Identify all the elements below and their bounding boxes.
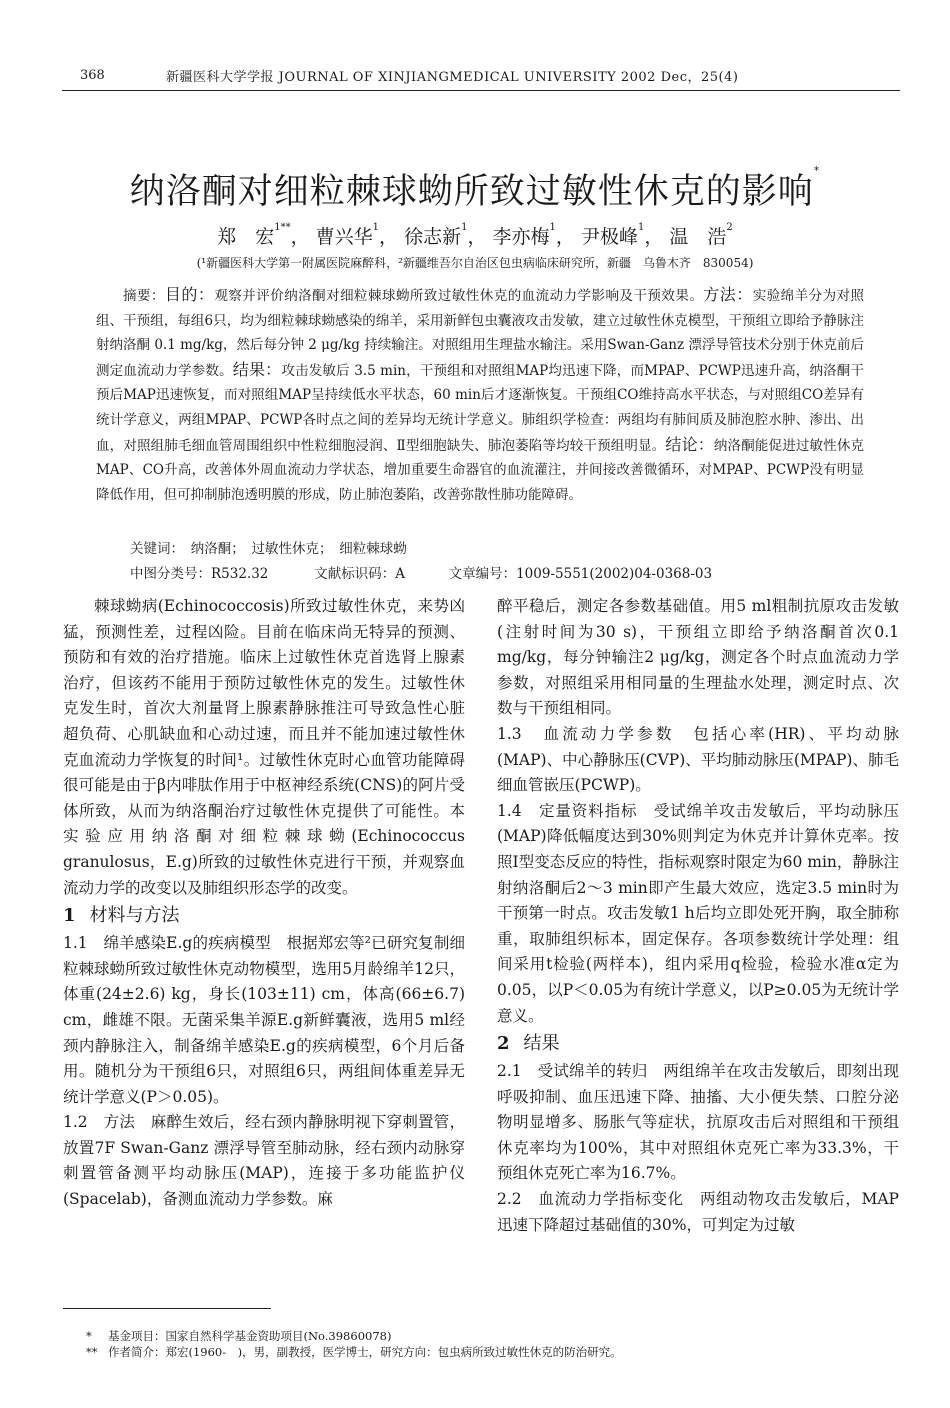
author-sup: 1 bbox=[461, 222, 468, 233]
author-sup: 1 bbox=[372, 222, 380, 233]
author: 温 浩 bbox=[669, 226, 727, 248]
author: 尹极峰 bbox=[580, 226, 638, 248]
author: 徐志新 bbox=[404, 226, 462, 248]
section-heading bbox=[63, 901, 465, 931]
objective-label: 目的： bbox=[164, 285, 215, 304]
author: 曹兴华 bbox=[315, 226, 373, 248]
author: 郑 宏 bbox=[217, 226, 275, 248]
section-number: 1 bbox=[63, 905, 76, 927]
affiliation: (¹新疆医科大学第一附属医院麻醉科，²新疆维吾尔自治区包虫病临床研究所，新疆 乌鲁木齐 830054) bbox=[196, 256, 754, 270]
section-title: 材料与方法 bbox=[89, 905, 180, 927]
paragraph: 1.1 绵羊感染E.g的疾病模型 根据郑宏等²已研究复制细粒棘球蚴所致过敏性休克动物模型，选用5月龄绵羊12只，体重(24±2.6) kg，身长(103±11) cm，体高(66±6.7) cm，雌雄不限。无菌采集羊源E.g新鲜囊液，选用5 ml经颈内静脉注入，制备绵羊感染E.g的疾病模型，6个月后备用。随机分为干预组6只，对照组6只，两组间体重差异无统计学意义(P＞0.05)。 bbox=[63, 934, 465, 1106]
results-label: 结果： bbox=[232, 359, 282, 379]
author-sup: 1 bbox=[637, 222, 645, 233]
footnote-text: 基金项目：国家自然科学基金资助项目(No.39860078) bbox=[108, 1329, 392, 1343]
title-footnote-mark: * bbox=[813, 164, 821, 177]
footnote bbox=[86, 1328, 391, 1344]
author-sup: 1** bbox=[274, 222, 291, 233]
title-text: 纳洛酮对细粒棘球蚴所致过敏性休克的影响 bbox=[129, 172, 814, 212]
abstract-label: 摘要： bbox=[123, 288, 165, 304]
objective-text: 观察并评价纳洛酮对细粒棘球蚴所致过敏性休克的血流动力学影响及干预效果。 bbox=[214, 288, 704, 304]
footnote-mark: * bbox=[86, 1329, 92, 1343]
paper-title bbox=[0, 164, 950, 214]
paragraph: 1.2 方法 麻醉生效后，经右颈内静脉明视下穿刺置管，放置7F Swan-Ganz 漂浮导管至肺动脉，经右颈内动脉穿刺置管备测平均动脉压(MAP)，连接于多功能监护仪(Spacelab)，备测血流动力学参数。麻 bbox=[63, 1113, 465, 1209]
methods-label: 方法： bbox=[703, 285, 753, 304]
abstract bbox=[96, 283, 864, 507]
conclusion-label: 结论： bbox=[665, 434, 714, 454]
journal-info: 新疆医科大学学报 JOURNAL OF XINJIANGMEDICAL UNIVERSITY 2002 Dec，25(4) bbox=[166, 70, 739, 85]
left-column bbox=[63, 594, 465, 1213]
author-list: 郑 宏$^{1**}$， 曹兴华$^1$， 徐志新$^1$， 李亦梅$^1$， 尹极峰$^1$， 温 浩$^2$ bbox=[217, 222, 733, 248]
author-sup: 1 bbox=[549, 222, 556, 233]
classification-line bbox=[130, 562, 830, 582]
section-title: 结果 bbox=[523, 1033, 560, 1055]
page-number: 368 bbox=[80, 68, 105, 83]
footnote-mark: ** bbox=[86, 1345, 98, 1359]
keywords: 关键词： 纳洛酮； 过敏性休克； 细粒棘球蚴 bbox=[130, 541, 407, 557]
methods-text: 实验绵羊分为对照组、干预组，每组6只，均为细粒棘球蚴感染的绵羊，采用新鲜包虫囊液攻击发敏，建立过敏性休克模型，干预组立即给予静脉注射纳洛酮 0.1 mg/kg，然后每分钟 2 μg/kg 持续输注。对照组用生理盐水输注。采用Swan-Ganz 漂浮导管技术分别于休克前后测定血流动力学参数。 bbox=[96, 288, 865, 379]
section-number: 2 bbox=[497, 1033, 510, 1055]
running-header bbox=[0, 66, 950, 88]
header-rule bbox=[62, 90, 900, 91]
document-code: 文献标识码：A bbox=[314, 566, 406, 582]
clc-number: 中图分类号：R532.32 bbox=[130, 566, 269, 582]
footnote-text: 作者简介：郑宏(1960- )，男，副教授，医学博士，研究方向：包虫病所致过敏性休克的防治研究。 bbox=[108, 1345, 622, 1359]
paragraph: 1.3 血流动力学参数 包括心率(HR)、平均动脉(MAP)、中心静脉压(CVP)、平均肺动脉压(MPAP)、肺毛细血管嵌压(PCWP)。 bbox=[497, 724, 899, 795]
right-column bbox=[497, 594, 899, 1238]
paragraph: 2.1 受试绵羊的转归 两组绵羊在攻击发敏后，即刻出现呼吸抑制、血压迅速下降、抽搐、大小便失禁、口腔分泌物明显增多、肠胀气等症状，抗原攻击后对照组和干预组休克率均为100%，其中对照组休克死亡率为33.3%，干预组休克死亡率为16.7%。 bbox=[497, 1062, 899, 1183]
author-sup: 2 bbox=[726, 222, 733, 233]
article-number: 文章编号：1009-5551(2002)04-0368-03 bbox=[448, 566, 713, 582]
author: 李亦梅 bbox=[492, 226, 550, 248]
paragraph: 2.2 血流动力学指标变化 两组动物攻击发敏后，MAP迅速下降超过基础值的30%，可判定为过敏 bbox=[497, 1190, 899, 1234]
intro-paragraph: 棘球蚴病(Echinococcosis)所致过敏性休克，来势凶猛，预测性差，过程凶险。目前在临床尚无特异的预测、预防和有效的治疗措施。临床上过敏性休克首选肾上腺素治疗，但该药不能用于预防过敏性休克的发生。过敏性休克发生时，首次大剂量肾上腺素静脉推注可导致急性心脏超负荷、心肌缺血和心动过速，而且并不能加速过敏性休克血流动力学恢复的时间¹。过敏性休克时心血管功能障碍很可能是由于β内啡肽作用于中枢神经系统(CNS)的阿片受体所致，从而为纳洛酮治疗过敏性休克提供了可能性。本实验应用纳洛酮对细粒棘球蚴(Echinococcus granulosus，E.g)所致的过敏性休克进行干预，并观察血流动力学的改变以及肺组织形态学的改变。 bbox=[63, 597, 465, 897]
conclusion-text: 纳洛酮能促进过敏性休克MAP、CO升高，改善体外周血流动力学状态，增加重要生命器官的血流灌注，并间接改善微循环，对MPAP、PCWP没有明显降低作用，但可抑制肺泡透明膜的形成，防止肺泡萎陷，改善弥散性肺功能障碍。 bbox=[96, 437, 864, 503]
section-heading bbox=[497, 1029, 899, 1059]
results-text: 攻击发敏后 3.5 min，干预组和对照组MAP均迅速下降，而MPAP、PCWP迅速升高，纳洛酮干预后MAP迅速恢复，而对照组MAP呈持续低水平状态，60 min后才逐渐恢复。干预组CO维持高水平状态，与对照组CO差异有统计学意义，两组MPAP、PCWP各时点之间的差异均无统计学意义。肺组织学检查：两组均有肺间质及肺泡腔水肿、渗出、出血，对照组肺毛细血管周围组织中性粒细胞浸润、Ⅱ型细胞缺失、肺泡萎陷等均较干预组明显。 bbox=[96, 362, 864, 454]
footnote bbox=[86, 1344, 622, 1360]
paragraph: 醉平稳后，测定各参数基础值。用5 ml粗制抗原攻击发敏(注射时间为30 s)，干预组立即给予纳洛酮首次0.1 mg/kg，每分钟输注2 μg/kg，测定各个时点血流动力学参数，对照组采用相同量的生理盐水处理，测定时点、次数与干预组相同。 bbox=[497, 597, 899, 718]
paragraph: 1.4 定量资料指标 受试绵羊攻击发敏后，平均动脉压(MAP)降低幅度达到30%则判定为休克并计算休克率。按照Ⅰ型变态反应的特性，指标观察时限定为60 min，静脉注射纳洛酮后2～3 min即产生最大效应，选定3.5 min时为干预第一时点。攻击发敏1 h后均立即处死开胸，取全肺称重，取肺组织标本，固定保存。各项参数统计学处理：组间采用t检验(两样本)，组内采用q检验，检验水准α定为0.05，以P＜0.05为有统计学意义，以P≥0.05为无统计学意义。 bbox=[497, 801, 899, 1025]
footnote-rule bbox=[63, 1308, 271, 1309]
